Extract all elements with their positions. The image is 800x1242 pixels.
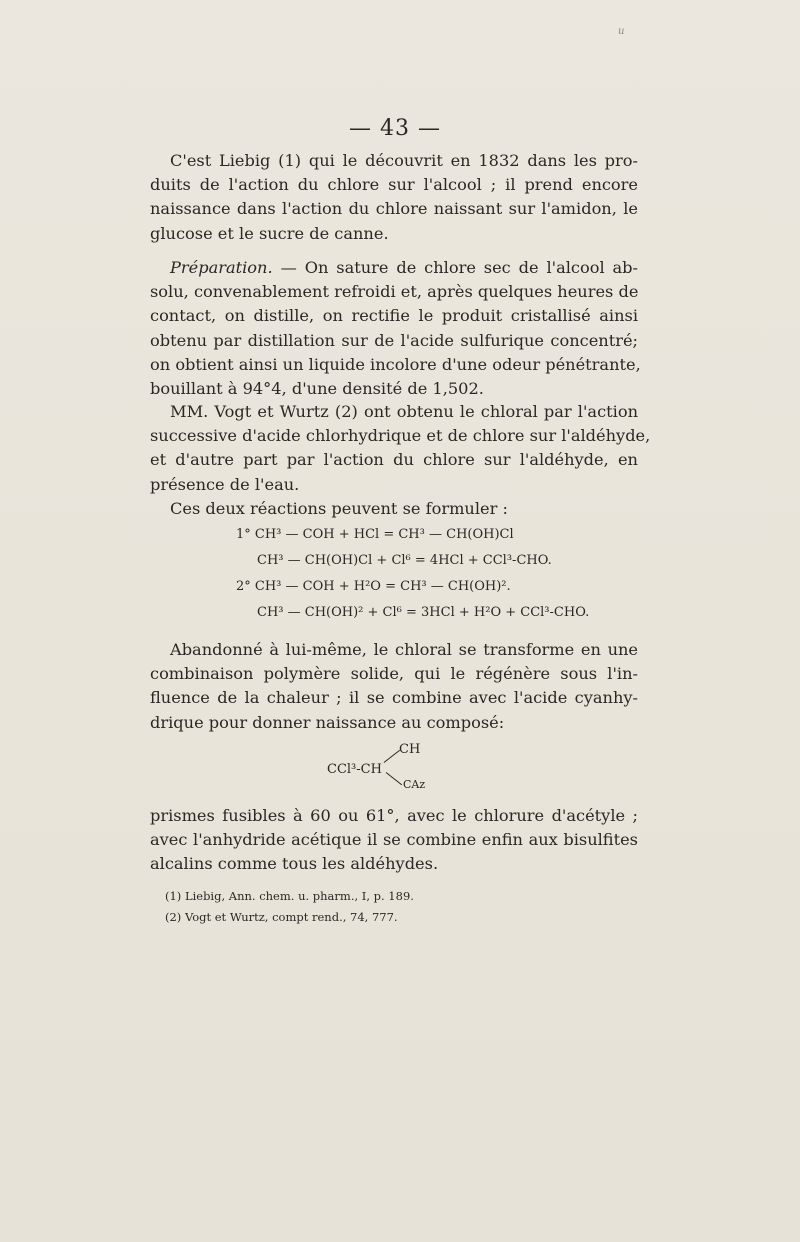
text-line: prismes fusibles à 60 ou 61°, avec le chlorure d'acétyle ;	[150, 806, 638, 825]
footnotes	[165, 886, 414, 928]
compound-top-group: CH	[399, 742, 421, 757]
text-line: C'est Liebig (1) qui le découvrit en 1832 dans les pro-	[170, 151, 638, 170]
abandon-paragraph	[150, 638, 638, 735]
text-line: on obtient ainsi un liquide incolore d'une odeur pénétrante,	[150, 354, 641, 374]
compound-bond-up	[384, 750, 400, 763]
corner-mark: u	[618, 26, 625, 37]
vogt-wurtz-paragraph	[150, 400, 651, 497]
text-line: Abandonné à lui-même, le chloral se transforme en une	[170, 640, 638, 659]
text-line: fluence de la chaleur ; il se combine avec l'acide cyanhy-	[150, 688, 638, 708]
text-line-rest: — On sature de chlore sec de l'alcool ab-	[280, 258, 638, 277]
text-line: glucose et le sucre de canne.	[150, 223, 389, 243]
text-line: présence de l'eau.	[150, 474, 300, 494]
text-line: bouillant à 94°4, d'une densité de 1,502.	[150, 378, 484, 398]
formula-1: 1° CH³ — COH + HCl = CH³ — CH(OH)Cl	[236, 527, 514, 542]
text-line: solu, convenablement refroidi et, après quelques heures de	[150, 282, 639, 302]
compound-main-group: CCl³-CH	[327, 762, 382, 777]
preparation-paragraph	[150, 256, 641, 401]
text-line: successive d'acide chlorhydrique et de chlore sur l'aldéhyde,	[150, 426, 651, 446]
text-line: duits de l'action du chlore sur l'alcool ; il prend encore	[150, 175, 638, 195]
formula-2: CH³ — CH(OH)Cl + Cl⁶ = 4HCl + CCl³-CHO.	[257, 553, 552, 568]
text-line: drique pour donner naissance au composé:	[150, 712, 505, 732]
preparation-heading: Préparation.	[170, 258, 273, 277]
compound-bottom-group: CAz	[403, 778, 426, 791]
text-line: Ces deux réactions peuvent se formuler :	[170, 499, 508, 518]
text-line: MM. Vogt et Wurtz (2) ont obtenu le chloral par l'action	[170, 402, 638, 421]
formulas-intro	[150, 497, 638, 521]
intro-paragraph	[150, 149, 638, 246]
footnote-2: (2) Vogt et Wurtz, compt rend., 74, 777.	[165, 910, 398, 924]
text-line: avec l'anhydride acétique il se combine enfin aux bisulfites	[150, 830, 638, 850]
page-number: — 43 —	[349, 116, 441, 141]
formula-4: CH³ — CH(OH)² + Cl⁶ = 3HCl + H²O + CCl³-CHO.	[257, 605, 590, 620]
text-line: naissance dans l'action du chlore naissant sur l'amidon, le	[150, 199, 638, 219]
footnote-1: (1) Liebig, Ann. chem. u. pharm., I, p. 189.	[165, 889, 414, 903]
text-line: combinaison polymère solide, qui le régénère sous l'in-	[150, 664, 638, 684]
text-line: contact, on distille, on rectifie le produit cristallisé ainsi	[150, 306, 638, 326]
text-line: et d'autre part par l'action du chlore sur l'aldéhyde, en	[150, 450, 638, 470]
prisms-paragraph	[150, 804, 638, 877]
formula-3: 2° CH³ — COH + H²O = CH³ — CH(OH)².	[236, 579, 511, 594]
text-line: obtenu par distillation sur de l'acide sulfurique concentré;	[150, 330, 638, 350]
text-line	[150, 256, 638, 280]
text-line: alcalins comme tous les aldéhydes.	[150, 854, 439, 874]
compound-bond-down	[386, 772, 402, 785]
